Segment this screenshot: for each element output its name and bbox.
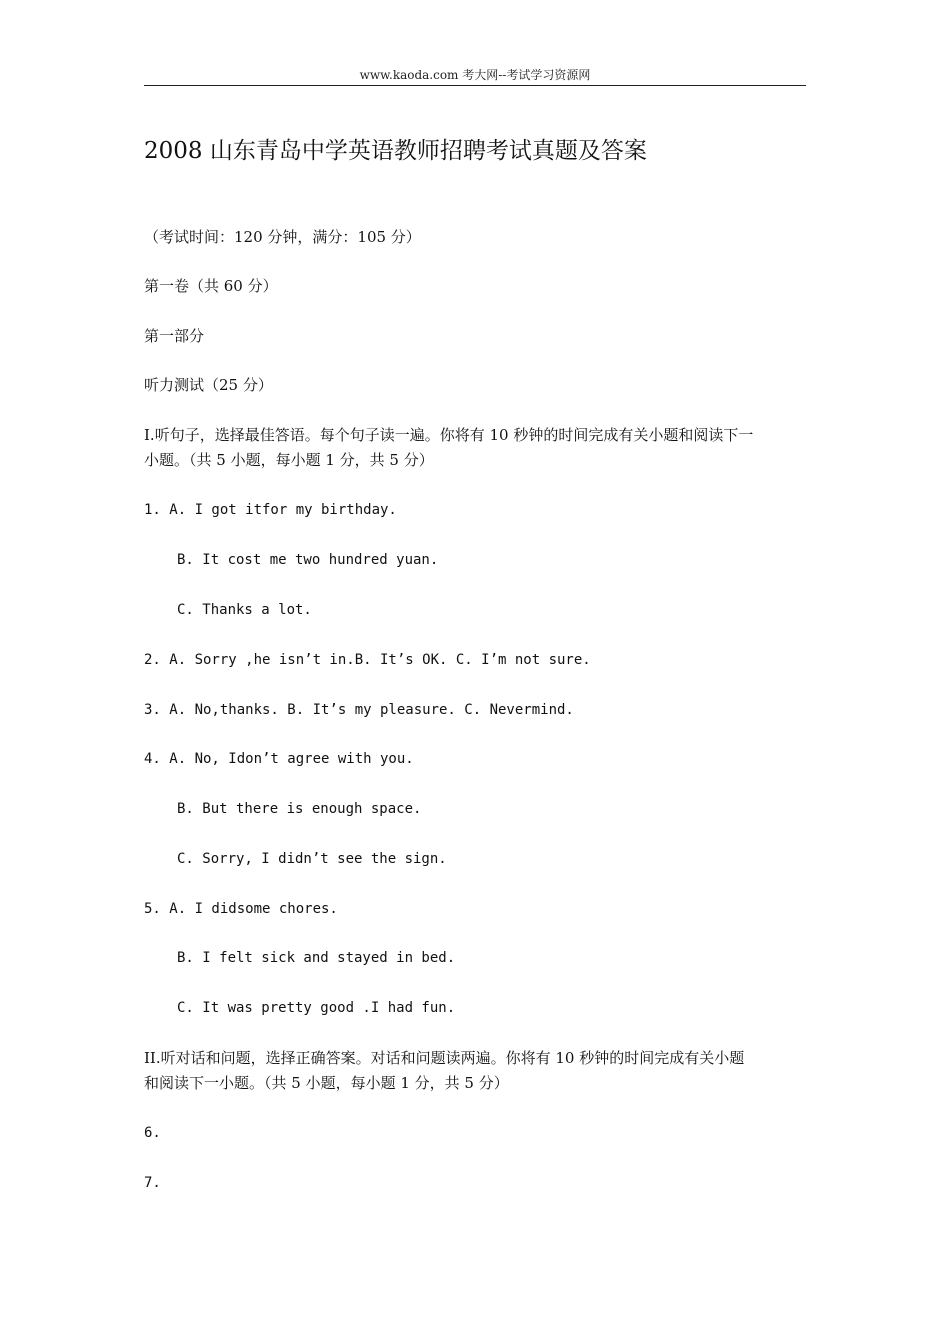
part-heading: 第一部分: [144, 327, 205, 345]
q4-option-b: B. But there is enough space.: [177, 801, 422, 817]
listening-heading: 听力测试（25 分）: [144, 376, 273, 394]
q1-option-c: C. Thanks a lot.: [177, 602, 312, 618]
section2-instructions-line1: II.听对话和问题，选择正确答案。对话和问题读两遍。你将有 10 秒钟的时间完成有关小题: [144, 1049, 745, 1067]
document-title: 2008 山东青岛中学英语教师招聘考试真题及答案: [144, 138, 647, 164]
q5-option-a: 5. A. I didsome chores.: [144, 901, 338, 917]
section1-instructions-line1: I.听句子，选择最佳答语。每个句子读一遍。你将有 10 秒钟的时间完成有关小题和阅读下一: [144, 426, 754, 444]
q6-number: 6.: [144, 1125, 161, 1141]
q2-options: 2. A. Sorry ,he isn’t in.B. It’s OK. C. I’m not sure.: [144, 652, 591, 668]
q4-option-c: C. Sorry, I didn’t see the sign.: [177, 851, 447, 867]
header-divider: [144, 85, 806, 86]
q4-option-a: 4. A. No, Idon’t agree with you.: [144, 751, 414, 767]
page-header: www.kaoda.com 考大网--考试学习资源网: [359, 68, 591, 82]
volume-heading: 第一卷（共 60 分）: [144, 277, 278, 295]
section1-instructions-line2: 小题。（共 5 小题，每小题 1 分，共 5 分）: [144, 451, 434, 469]
q1-option-a: 1. A. I got itfor my birthday.: [144, 502, 397, 518]
q3-options: 3. A. No,thanks. B. It’s my pleasure. C. Nevermind.: [144, 702, 574, 718]
q5-option-b: B. I felt sick and stayed in bed.: [177, 950, 456, 966]
q1-option-b: B. It cost me two hundred yuan.: [177, 552, 439, 568]
section2-instructions-line2: 和阅读下一小题。（共 5 小题，每小题 1 分，共 5 分）: [144, 1074, 509, 1092]
q5-option-c: C. It was pretty good .I had fun.: [177, 1000, 456, 1016]
exam-info: （考试时间：120 分钟，满分：105 分）: [144, 228, 421, 246]
q7-number: 7.: [144, 1175, 161, 1191]
